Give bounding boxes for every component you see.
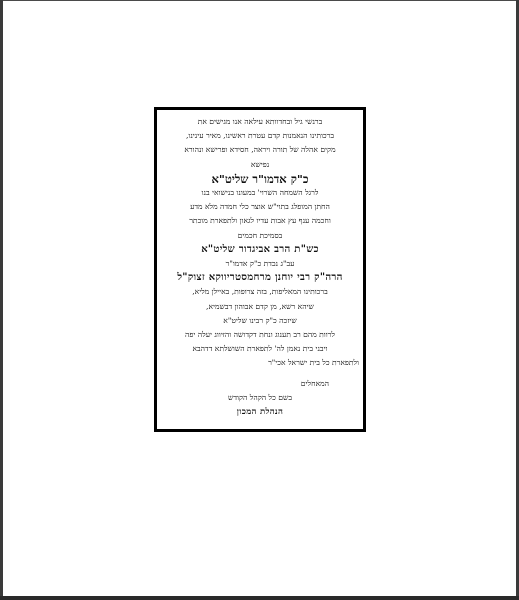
notice-line: מקים אהלה של תורה ויראה, חסידא ופרישא ונהורא	[184, 145, 336, 155]
congratulations-notice-box	[154, 107, 366, 432]
notice-signature-line: המאחלים	[300, 378, 329, 388]
notice-line: החתן המופלג בתוי"ש אוצר כלי חמדה מלא מדע	[190, 202, 330, 212]
notice-line: בסמיכת חכמים	[237, 230, 283, 240]
notice-line: ברכותינו המאליפות, בזה צרופות, באיילן מליא,	[192, 287, 328, 297]
notice-groom-name: כש"ת הרב אביגדור שליט"א	[201, 243, 319, 255]
notice-line: ברנשי גיל ובחדוותא עילאה אנו מגישים את	[197, 117, 323, 126]
notice-line: עב"ג נכדת כ"ק אדמו"ר	[225, 259, 295, 269]
notice-line: לרגל השמחה השרוי' במעונו בנישואי בנו	[201, 188, 319, 198]
notice-line: וחכמה ענף עץ אבות עדיו לגאון ולתפארת מוכתר	[189, 216, 331, 226]
notice-line: ויבני בית נאמן לה' לתפארת השושלתא דדהבא	[192, 344, 328, 354]
notice-line: שיזכה כ"ק רבינו שליט"א	[223, 315, 297, 325]
notice-line: ברכותינו הנאמנות קדם עטרת ראשינו, מאיר עינינו,	[185, 131, 335, 141]
notice-signature-line: בשם כל הקהל הקודש	[227, 392, 293, 402]
scan-border-left	[0, 0, 3, 600]
scan-border-bottom	[0, 596, 519, 600]
notice-line: נפישא	[250, 159, 270, 169]
scan-border-top	[0, 0, 519, 1]
notice-line: שיהא רשא, מן קדם אבוהון דבשמיא,	[206, 301, 314, 311]
notice-ancestor-name: הרה"ק רבי יוחנן מרחמסטריווקא זצוק"ל	[177, 272, 343, 284]
notice-heading-rebbe: כ"ק אדמו"ר שליט"א	[211, 171, 309, 186]
notice-signature-institute: הנהלת המכון	[236, 407, 284, 418]
notice-line: ולתפארת כל בית ישראל אכי"ר	[268, 358, 359, 368]
notice-line: לרוות מהם רב תענוג ונחת דקדושה והזיווג יעלה יפה	[185, 330, 335, 340]
